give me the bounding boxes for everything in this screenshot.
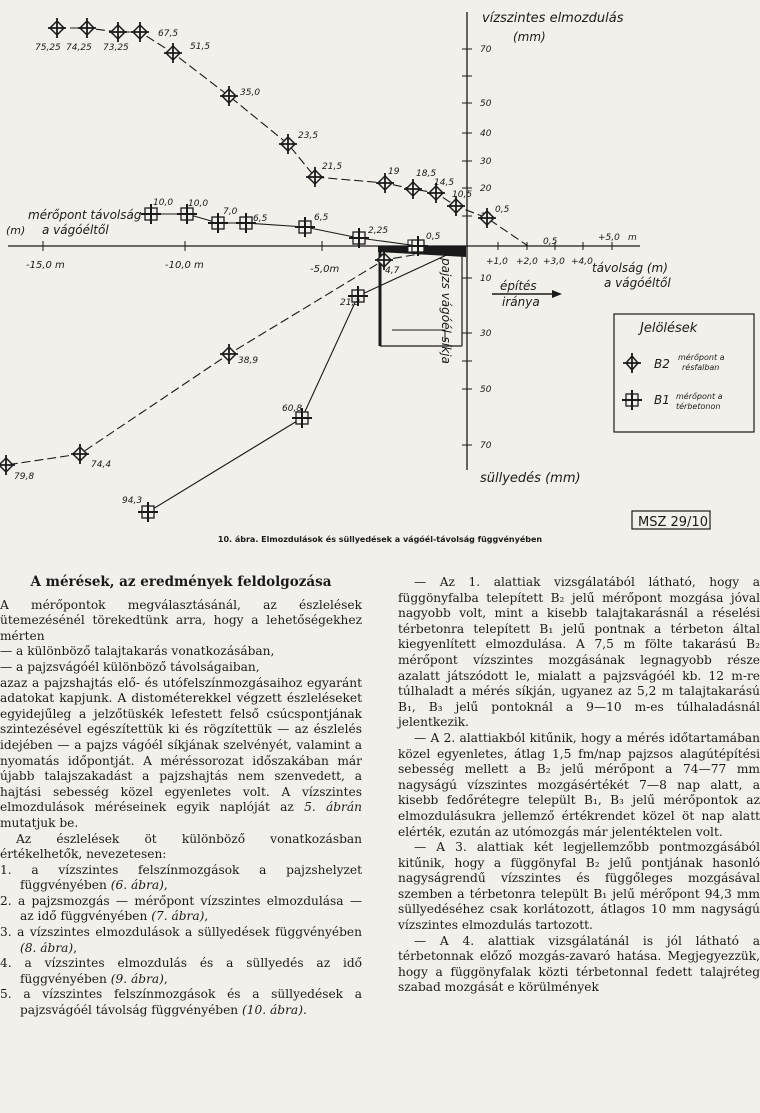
data-label: 7,0 (223, 207, 238, 217)
y-axis-unit-top: (mm) (513, 30, 546, 44)
data-label: 51,5 (190, 42, 211, 52)
right-label-line1: távolság (m) (592, 261, 668, 275)
b2-horizontal-point (131, 22, 149, 42)
shield-label: pajzs vágóél síkja (439, 258, 453, 364)
direction-label-line1: építés (500, 279, 537, 293)
list-item: 3. a vízszintes elmozdulások a süllyedések függvényében (8. ábra), (0, 925, 362, 955)
list-item: 5. a vízszintes felszínmozgások és a süllyedések a pajzsvágóél távolság függvényében (10. ábra). (0, 987, 363, 1018)
paragraph: A mérőpontok megválasztásánál, az észlelések ütemezésénél törekedtünk arra, hogy a lehetőségekhez mérten (0, 597, 362, 643)
direction-label-line2: iránya (502, 295, 540, 309)
data-label: 23,5 (298, 131, 319, 141)
svg-text:70: 70 (480, 441, 492, 451)
right-column (398, 575, 760, 996)
svg-text:50: 50 (480, 99, 492, 109)
svg-text:-10,0 m: -10,0 m (165, 260, 204, 271)
b2-horizontal-point (404, 179, 422, 199)
data-label: 0,5 (543, 237, 558, 247)
svg-text:+2,0: +2,0 (516, 257, 538, 267)
stamp: MSZ 29/10 (638, 515, 708, 530)
legend-b1-icon (622, 390, 642, 410)
svg-text:70: 70 (480, 45, 492, 55)
svg-text:+1,0: +1,0 (486, 257, 508, 267)
data-label: 19 (388, 167, 400, 177)
data-label: 14,5 (434, 178, 455, 188)
svg-text:mérőpont a: mérőpont a (678, 353, 725, 362)
paragraph: — A 4. alattiak vizsgálatánál is jól látható a térbetonnak előző mozgás-zavaró hatása. Megjegyezzük, hogy a függönyfalak közti térbetonnal fedett talajréteg szabad mozgását e körülmények (398, 933, 760, 995)
b2-horizontal-point (478, 208, 496, 228)
data-label: 60,8 (282, 404, 303, 414)
section-heading: A mérések, az eredmények feldolgozása (30, 574, 332, 590)
svg-text:+5,0: +5,0 (598, 233, 620, 243)
data-label: 21,3 (340, 298, 361, 308)
svg-text:+3,0: +3,0 (543, 257, 565, 267)
data-label: 35,0 (240, 88, 261, 98)
svg-text:+4,0: +4,0 (571, 257, 593, 267)
data-label: 21,5 (322, 162, 343, 172)
list-item: 4. a vízszintes elmozdulás és a süllyedés az idő függvényében (9. ábra), (0, 956, 363, 986)
svg-text:30: 30 (480, 329, 492, 339)
data-label: 74,4 (91, 460, 112, 470)
data-label: 10,0 (188, 199, 209, 209)
left-label-line1: mérőpont távolság (28, 208, 142, 222)
left-column (0, 575, 362, 1019)
paragraph: Az észlelések öt különböző vonatkozásban értékelhetők, nevezetesen: (0, 831, 362, 862)
svg-text:10: 10 (480, 274, 492, 284)
data-label: 38,9 (238, 356, 259, 366)
displacement-figure (0, 0, 760, 540)
data-label: 94,3 (122, 496, 143, 506)
b2-settlement-point (71, 444, 89, 464)
evaluation-list (0, 863, 362, 1019)
legend-title: Jelölések (640, 321, 698, 336)
b2-horizontal-point (220, 86, 238, 106)
data-label: 0,5 (426, 232, 441, 242)
paragraph: — Az 1. alattiak vizsgálatából látható, hogy a függönyfalba telepített B₂ jelű mérőpont mozgása jóval nagyobb volt, mint a kisebb talajtakarásnál a réselési térbetonra telepített B₁ jelű pontnak a térbeton által kiegyenlített elmozdulása. A 7,5 m fölte takarású B₂ mérőpont vízszintes mozgásának legnagyobb része azalatt játszódott le, mialatt a pajzsvágóél kb. 12 m-re túlhaladt a mérés síkján, ugyanez az 5,2 m talajtakarású B₁, B₃ jelű pontoknál a 9—10 m-es túlhaladásnál jelentkezik. (398, 575, 760, 730)
b1-settlement-line (148, 246, 466, 512)
list-item: 1. a vízszintes felszínmozgások a pajzshelyzet függvényében (6. ábra), (0, 862, 363, 893)
b2-horizontal-point (48, 18, 66, 38)
b2-horizontal-point (109, 22, 127, 42)
data-label: 75,25 (35, 43, 61, 53)
data-label: 18,5 (416, 169, 437, 179)
dash-item: — a különböző talajtakarás vonatkozásában, (0, 644, 275, 659)
svg-text:m: m (628, 233, 637, 243)
legend-b2-icon (623, 353, 641, 373)
left-label-unit: (m) (6, 224, 26, 237)
data-label: 10,0 (153, 198, 174, 208)
data-label: 10,5 (452, 190, 473, 200)
y-axis-title-top: vízszintes elmozdulás (482, 11, 624, 26)
b2-settlement-line (6, 246, 466, 465)
data-label: 0,5 (495, 205, 510, 215)
svg-text:20: 20 (480, 184, 492, 194)
svg-text:30: 30 (480, 157, 492, 167)
legend-b1-symbol: B1 (654, 393, 670, 407)
svg-text:50: 50 (480, 385, 492, 395)
b2-horizontal-point (164, 43, 182, 63)
paragraph: — A 3. alattiak két legjellemzőbb pontmozgásából kitűnik, hogy a függönyfal B₂ jelű pontjának hasonló nagyságrendű vízszintes és függőleges mozgásával szemben a térbetonra települt B₁ jelű mérőpont 94,3 mm süllyedéséhez csak korlátozott, átlagos 10 mm nagyságú vízszintes elmozdulás tartozott. (398, 840, 760, 933)
figure-caption: 10. ábra. Elmozdulások és süllyedések a vágóél-távolság függvényében (217, 535, 543, 544)
data-label: 79,8 (14, 472, 35, 482)
svg-text:mérőpont a: mérőpont a (676, 392, 723, 401)
paragraph: — A 2. alattiakból kitűnik, hogy a mérés időtartamában közel egyenletes, átlag 1,5 fm/nap pajzsos alagútépítési sebesség mellett a B₂ jelű mérőpont a 74—77 mm nagyságú vízszintes mozgásértékét 7—8 nap alatt, a kisebb fedőrétegre települt B₁, B₃ jelű mérőpontok az elmozdulásukra jellemző értékrendet közel öt nap alatt elérték, ezután az utómozgás már jelentéktelen volt. (398, 730, 760, 839)
svg-text:-15,0 m: -15,0 m (26, 260, 65, 271)
legend-b2-symbol: B2 (654, 357, 670, 371)
data-label: 2,25 (368, 226, 389, 236)
data-label: 4,7 (385, 266, 400, 276)
list-item: 2. a pajzsmozgás — mérőpont vízszintes elmozdulása — az idő függvényében (7. ábra), (0, 893, 363, 924)
data-label: 73,25 (103, 43, 129, 53)
right-label-line2: a vágóéltől (604, 276, 671, 290)
svg-text:résfalban: résfalban (682, 363, 720, 372)
data-label: 74,25 (66, 43, 92, 53)
left-label-line2: a vágóéltől (42, 223, 109, 237)
b2-settlement-point (220, 344, 238, 364)
dash-item: — a pajzsvágóél különböző távolságaiban, (0, 659, 260, 674)
data-label: 67,5 (158, 29, 179, 39)
paragraph: azaz a pajzshajtás elő- és utófelszínmozgásaihoz egyaránt adatokat kapjunk. A distométerekkel végzett észleléseket egyidejűleg a jelzőtüskék lefestett felső csúcspontjának szintezésével egészítettük ki és rögzítettük — az észlelés idejében — a pajzs vágóél síkjának szelvényét, valamint a nyomatás időpontját. A méréssorozat időszakában már újabb talajszakadást a pajzshajtás nem szenvedett, a hajtási sebesség közel egyenletes volt. A vízszintes elmozdulások méréseinek egyik naplóját az 5. ábrán mutatjuk be. (0, 675, 363, 830)
svg-text:térbetonon: térbetonon (676, 402, 721, 411)
data-label: 6,5 (314, 213, 329, 223)
y-axis-title-bottom: süllyedés (mm) (480, 471, 581, 486)
svg-text:40: 40 (480, 129, 492, 139)
b2-settlement-point (0, 455, 15, 475)
legend (614, 314, 754, 432)
data-label: 6,5 (253, 214, 268, 224)
svg-text:-5,0m: -5,0m (310, 264, 340, 275)
b1-horizontal-point (349, 228, 369, 248)
b2-horizontal-point (78, 18, 96, 38)
b1-horizontal-point (295, 217, 315, 237)
